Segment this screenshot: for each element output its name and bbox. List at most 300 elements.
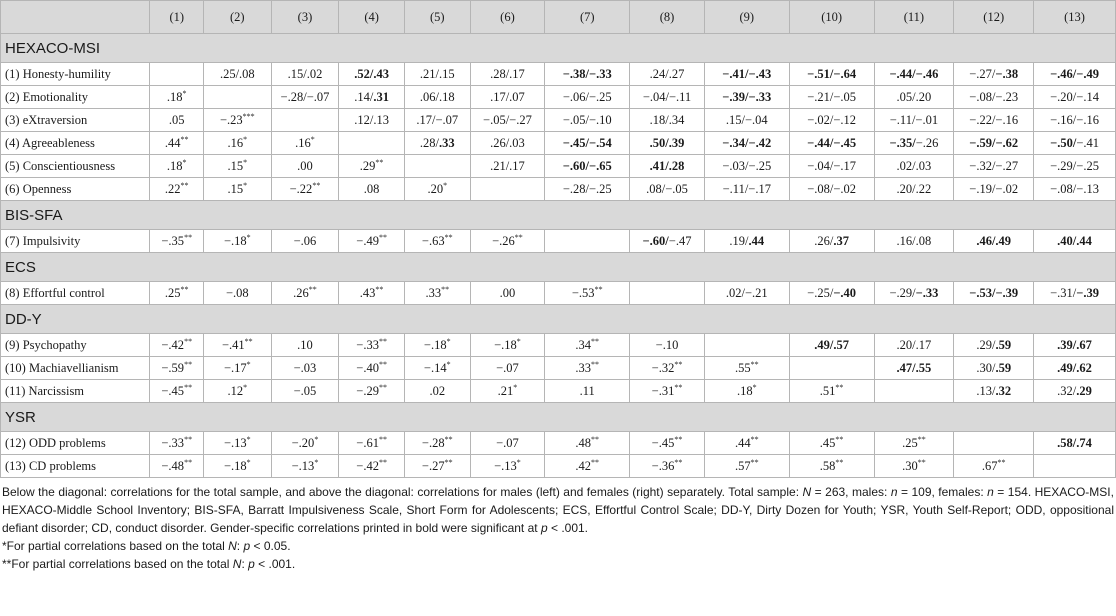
table-row <box>1 230 1116 253</box>
cell-text: .18/.34 <box>649 112 685 127</box>
cell-text: .52/.43 <box>354 66 389 81</box>
correlation-cell <box>150 178 204 201</box>
correlation-cell <box>271 86 339 109</box>
cell-text: .49/.57 <box>814 337 849 352</box>
row-label: (13) CD problems <box>1 455 150 478</box>
cell-text: −.42 <box>356 458 379 473</box>
cell-text: −.40 <box>356 360 379 375</box>
section-header-row <box>1 403 1116 432</box>
cell-text: −.18 <box>423 337 447 352</box>
cell-text: −.13 <box>223 435 247 450</box>
correlation-cell <box>1034 432 1116 455</box>
correlation-cell <box>630 230 705 253</box>
correlation-cell <box>630 155 705 178</box>
row-label: (4) Agreeableness <box>1 132 150 155</box>
cell-text: −.45 <box>651 435 675 450</box>
correlation-cell <box>271 63 339 86</box>
correlation-cell <box>1034 155 1116 178</box>
cell-text: −.14 <box>423 360 447 375</box>
cell-text: N <box>232 557 242 571</box>
significance-marker: ** <box>375 284 384 294</box>
cell-text: .40/.44 <box>1057 233 1092 248</box>
correlation-cell <box>1034 132 1116 155</box>
cell-text: −.48 <box>161 458 185 473</box>
cell-text: .67 <box>981 458 998 473</box>
row-label: (2) Emotionality <box>1 86 150 109</box>
cell-text: .26/.03 <box>490 135 525 150</box>
cell-text: .37 <box>833 233 849 248</box>
cell-text: .10 <box>297 337 313 352</box>
correlation-cell <box>339 432 405 455</box>
table-row <box>1 455 1116 478</box>
correlation-cell <box>789 178 874 201</box>
significance-marker: ** <box>674 382 683 392</box>
cell-text: −.34/−.42 <box>722 135 772 150</box>
correlation-cell <box>271 230 339 253</box>
significance-marker: ** <box>444 232 453 242</box>
correlation-cell <box>704 380 789 403</box>
cell-text: .28/ <box>419 135 439 150</box>
correlation-cell <box>954 178 1034 201</box>
correlation-cell <box>339 178 405 201</box>
correlation-cell <box>470 357 545 380</box>
correlation-cell <box>271 178 339 201</box>
correlation-cell <box>954 109 1034 132</box>
section-header-row <box>1 34 1116 63</box>
cell-text: .14/ <box>354 89 374 104</box>
correlation-cell <box>203 155 271 178</box>
cell-text: −.35/ <box>889 135 916 150</box>
correlation-cell <box>203 455 271 478</box>
cell-text: −.31 <box>651 383 675 398</box>
cell-text: −.59/−.62 <box>969 135 1019 150</box>
cell-text: .08 <box>363 181 380 196</box>
cell-text: .15 <box>227 158 244 173</box>
correlation-cell <box>789 282 874 305</box>
correlation-cell <box>630 86 705 109</box>
correlation-cell <box>545 455 630 478</box>
significance-marker: ** <box>917 457 926 467</box>
correlation-cell <box>1034 357 1116 380</box>
significance-marker: ** <box>997 457 1006 467</box>
row-label: (6) Openness <box>1 178 150 201</box>
section-header-row <box>1 201 1116 230</box>
correlation-cell <box>874 230 954 253</box>
correlation-cell <box>630 178 705 201</box>
diagonal-cell <box>630 282 705 305</box>
correlation-cell <box>704 357 789 380</box>
correlation-cell <box>789 132 874 155</box>
significance-marker: ** <box>378 336 387 346</box>
cell-text: .33 <box>439 135 455 150</box>
diagonal-cell <box>470 178 545 201</box>
header-row <box>1 1 1116 34</box>
table-row <box>1 86 1116 109</box>
column-header: (8) <box>630 1 705 34</box>
cell-text: −.38/−.33 <box>562 66 612 81</box>
correlation-cell <box>545 63 630 86</box>
correlation-cell <box>150 155 204 178</box>
cell-text: −.18 <box>494 337 517 352</box>
cell-text: −.28/−.25 <box>562 181 612 196</box>
cell-text: −.08/−.23 <box>969 89 1019 104</box>
column-header: (2) <box>203 1 271 34</box>
correlation-cell <box>704 132 789 155</box>
correlation-cell <box>874 132 954 155</box>
significance-marker: ** <box>244 336 253 346</box>
correlation-cell <box>545 132 630 155</box>
cell-text: Below the diagonal: correlations for the total sample, and above the diagonal: correlations for males (left) and females (right) separately. Total sample: <box>2 485 803 499</box>
cell-text: −.42 <box>161 337 185 352</box>
diagonal-cell <box>874 380 954 403</box>
significance-marker: ** <box>184 434 193 444</box>
correlation-cell <box>704 230 789 253</box>
row-label: (7) Impulsivity <box>1 230 150 253</box>
correlation-cell <box>470 380 545 403</box>
cell-text: < 0.05. <box>250 539 291 553</box>
significance-marker: ** <box>180 134 189 144</box>
cell-text: −.10 <box>655 337 679 352</box>
cell-text: .44 <box>748 233 765 248</box>
correlation-cell <box>1034 63 1116 86</box>
cell-text: −.28 <box>421 435 445 450</box>
cell-text: .39/.67 <box>1057 337 1092 352</box>
cell-text: .59 <box>995 337 1012 352</box>
cell-text: −.13 <box>291 458 315 473</box>
significance-marker: ** <box>378 457 387 467</box>
cell-text: N <box>228 539 237 553</box>
significance-marker: * <box>314 457 319 467</box>
correlation-cell <box>404 334 470 357</box>
cell-text: −.20 <box>291 435 315 450</box>
cell-text: −.29/−.25 <box>1050 158 1099 173</box>
correlation-cell <box>339 282 405 305</box>
table-row <box>1 432 1116 455</box>
correlation-cell <box>271 155 339 178</box>
correlation-cell <box>630 357 705 380</box>
cell-text: −.26 <box>492 233 515 248</box>
column-header: (1) <box>150 1 204 34</box>
cell-text: −.63 <box>421 233 445 248</box>
correlation-cell <box>404 380 470 403</box>
cell-text: −.41/−.43 <box>722 66 772 81</box>
significance-marker: * <box>314 434 319 444</box>
diagonal-cell <box>404 155 470 178</box>
correlation-cell <box>470 455 545 478</box>
cell-text: p <box>243 539 251 553</box>
cell-text: −.25/ <box>807 285 834 300</box>
section-title: BIS-SFA <box>1 201 1116 230</box>
column-header: (10) <box>789 1 874 34</box>
significance-marker: * <box>243 180 248 190</box>
column-header: (3) <box>271 1 339 34</box>
diagonal-cell <box>150 63 204 86</box>
significance-marker: * <box>516 457 521 467</box>
correlation-cell <box>630 455 705 478</box>
cell-text: p <box>248 557 255 571</box>
correlation-cell <box>874 432 954 455</box>
cell-text: .55 <box>734 360 751 375</box>
cell-text: .44 <box>164 135 181 150</box>
significance-marker: * <box>446 336 451 346</box>
correlation-cell <box>339 155 405 178</box>
correlation-cell <box>203 282 271 305</box>
correlation-cell <box>404 63 470 86</box>
diagonal-cell <box>271 109 339 132</box>
correlation-cell <box>545 357 630 380</box>
cell-text: .12/.13 <box>354 112 389 127</box>
table-row <box>1 155 1116 178</box>
correlation-cell <box>470 109 545 132</box>
cell-text: −.19/−.02 <box>969 181 1019 196</box>
cell-text: : <box>236 539 244 553</box>
cell-text: .02/.03 <box>896 158 932 173</box>
cell-text: < .001. <box>547 521 589 535</box>
correlation-cell <box>789 63 874 86</box>
significance-marker: * <box>443 180 448 190</box>
table-row <box>1 380 1116 403</box>
cell-text: −.31/ <box>1050 285 1077 300</box>
significance-marker: ** <box>674 434 683 444</box>
cell-text: n <box>890 485 898 499</box>
cell-text: −.07 <box>496 435 519 450</box>
significance-marker: ** <box>591 434 600 444</box>
cell-text: .18 <box>166 158 183 173</box>
column-header: (4) <box>339 1 405 34</box>
correlation-cell <box>150 334 204 357</box>
cell-text: .26 <box>293 285 309 300</box>
correlation-cell <box>404 282 470 305</box>
cell-text: −.26 <box>915 135 939 150</box>
cell-text: .19/ <box>729 233 749 248</box>
cell-text: −.22/−.16 <box>969 112 1019 127</box>
correlation-cell <box>545 334 630 357</box>
cell-text: .41/.28 <box>649 158 685 173</box>
significance-marker: * <box>246 457 251 467</box>
cell-text: : <box>241 557 249 571</box>
cell-text: .51 <box>819 383 836 398</box>
diagonal-cell <box>789 357 874 380</box>
cell-text: .17/−.07 <box>416 112 459 127</box>
cell-text: .58 <box>819 458 836 473</box>
cell-text: .13/ <box>976 383 996 398</box>
correlation-cell <box>271 357 339 380</box>
cell-text: −.49 <box>356 233 379 248</box>
correlation-cell <box>789 455 874 478</box>
significance-marker: * <box>446 359 451 369</box>
correlation-cell <box>203 178 271 201</box>
significance-marker: ** <box>444 457 453 467</box>
significance-marker: ** <box>591 359 600 369</box>
cell-text: N <box>802 485 812 499</box>
cell-text: .21/.17 <box>490 158 525 173</box>
correlation-cell <box>789 155 874 178</box>
row-label: (3) eXtraversion <box>1 109 150 132</box>
correlation-cell <box>470 132 545 155</box>
significance-marker: * <box>182 157 187 167</box>
row-label: (5) Conscientiousness <box>1 155 150 178</box>
correlation-cell <box>545 109 630 132</box>
significance-marker: * <box>246 232 251 242</box>
cell-text: −.36 <box>651 458 675 473</box>
cell-text: −.39/−.33 <box>722 89 772 104</box>
correlation-cell <box>339 86 405 109</box>
cell-text: −.41 <box>221 337 245 352</box>
cell-text: .47/.55 <box>896 360 932 375</box>
correlation-cell <box>704 282 789 305</box>
significance-marker: ** <box>444 434 453 444</box>
correlation-cell <box>404 86 470 109</box>
row-label: (1) Honesty-humility <box>1 63 150 86</box>
cell-text: .15/.02 <box>287 66 323 81</box>
column-header: (5) <box>404 1 470 34</box>
correlation-cell <box>150 380 204 403</box>
cell-text: **For partial correlations based on the total <box>2 557 233 571</box>
correlation-cell <box>470 155 545 178</box>
table-row <box>1 178 1116 201</box>
significance-marker: ** <box>835 382 844 392</box>
cell-text: < .001. <box>254 557 296 571</box>
significance-marker: ** <box>180 180 189 190</box>
column-header: (13) <box>1034 1 1116 34</box>
table-row <box>1 282 1116 305</box>
section-header-row <box>1 305 1116 334</box>
correlation-cell <box>150 357 204 380</box>
cell-text: .29/ <box>976 337 996 352</box>
cell-text: −.20/−.14 <box>1050 89 1099 104</box>
correlation-cell <box>339 455 405 478</box>
correlation-cell <box>789 230 874 253</box>
correlation-cell <box>545 282 630 305</box>
cell-text: .33 <box>425 285 442 300</box>
cell-text: .25 <box>164 285 181 300</box>
significance-marker: * <box>182 88 187 98</box>
correlation-cell <box>203 132 271 155</box>
cell-text: .15 <box>227 181 244 196</box>
significance-marker: ** <box>674 359 683 369</box>
row-label: (12) ODD problems <box>1 432 150 455</box>
cell-text: −.22 <box>289 181 313 196</box>
correlation-cell <box>203 380 271 403</box>
correlation-cell <box>874 334 954 357</box>
cell-text: −.13 <box>494 458 517 473</box>
diagonal-cell <box>954 432 1034 455</box>
correlation-cell <box>339 357 405 380</box>
correlation-cell <box>954 132 1034 155</box>
cell-text: .25/.08 <box>219 66 255 81</box>
cell-text: .57 <box>734 458 751 473</box>
cell-text: .21/.15 <box>419 66 455 81</box>
correlation-cell <box>954 86 1034 109</box>
correlation-cell <box>404 432 470 455</box>
correlation-cell <box>150 230 204 253</box>
correlation-cell <box>404 455 470 478</box>
cell-text: −.04/−.11 <box>642 89 692 104</box>
cell-text: −.51/−.64 <box>807 66 857 81</box>
column-header: (11) <box>874 1 954 34</box>
significance-marker: * <box>752 382 757 392</box>
significance-marker: ** <box>441 284 450 294</box>
correlation-cell <box>203 230 271 253</box>
cell-text: −.41 <box>1076 135 1099 150</box>
correlation-cell <box>271 132 339 155</box>
table-row <box>1 334 1116 357</box>
cell-text: −.07 <box>496 360 519 375</box>
correlation-cell <box>339 334 405 357</box>
significance-marker: ** <box>674 457 683 467</box>
table-footnotes <box>0 478 1116 573</box>
row-label: (8) Effortful control <box>1 282 150 305</box>
cell-text: −.40 <box>833 285 857 300</box>
correlation-cell <box>1034 380 1116 403</box>
table-row <box>1 109 1116 132</box>
row-label: (10) Machiavellianism <box>1 357 150 380</box>
cell-text: −.60/−.65 <box>562 158 612 173</box>
correlation-cell <box>874 109 954 132</box>
correlation-cell <box>203 357 271 380</box>
correlation-cell <box>339 63 405 86</box>
cell-text: p <box>540 521 548 535</box>
correlation-cell <box>874 455 954 478</box>
significance-marker: ** <box>835 457 844 467</box>
cell-text: −.50/ <box>1050 135 1077 150</box>
cell-text: .31 <box>373 89 389 104</box>
correlation-cell <box>150 132 204 155</box>
significance-marker: ** <box>591 457 600 467</box>
significance-marker: ** <box>184 457 193 467</box>
cell-text: −.27/ <box>969 66 996 81</box>
cell-text: .18 <box>736 383 753 398</box>
correlation-cell <box>874 357 954 380</box>
cell-text: .25 <box>902 435 918 450</box>
significance-marker: * <box>513 382 518 392</box>
correlation-cell <box>630 432 705 455</box>
significance-marker: * <box>516 336 521 346</box>
cell-text: .16/.08 <box>896 233 932 248</box>
correlation-cell <box>1034 230 1116 253</box>
correlation-cell <box>545 178 630 201</box>
cell-text: .02 <box>429 383 446 398</box>
significance-marker: * <box>246 359 251 369</box>
diagonal-cell <box>704 334 789 357</box>
cell-text: .20 <box>427 181 444 196</box>
significance-marker: ** <box>312 180 321 190</box>
significance-marker: ** <box>750 457 759 467</box>
cell-text: .46/.49 <box>976 233 1012 248</box>
correlation-cell <box>545 155 630 178</box>
cell-text: .18 <box>166 89 183 104</box>
significance-marker: * <box>243 134 248 144</box>
diagonal-cell <box>1034 455 1116 478</box>
correlation-cell <box>874 282 954 305</box>
cell-text: .16 <box>227 135 244 150</box>
cell-text: .28/.17 <box>490 66 525 81</box>
row-label: (9) Psychopathy <box>1 334 150 357</box>
cell-text: −.16/−.16 <box>1050 112 1099 127</box>
cell-text: −.06 <box>293 233 317 248</box>
section-title: YSR <box>1 403 1116 432</box>
cell-text: .34 <box>575 337 592 352</box>
correlation-cell <box>339 380 405 403</box>
section-header-row <box>1 253 1116 282</box>
correlation-cell <box>954 63 1034 86</box>
cell-text: .00 <box>297 158 313 173</box>
cell-text: −.32 <box>651 360 675 375</box>
cell-text: .33 <box>575 360 592 375</box>
cell-text: −.18 <box>223 458 247 473</box>
correlation-cell <box>704 63 789 86</box>
correlation-cell <box>203 334 271 357</box>
